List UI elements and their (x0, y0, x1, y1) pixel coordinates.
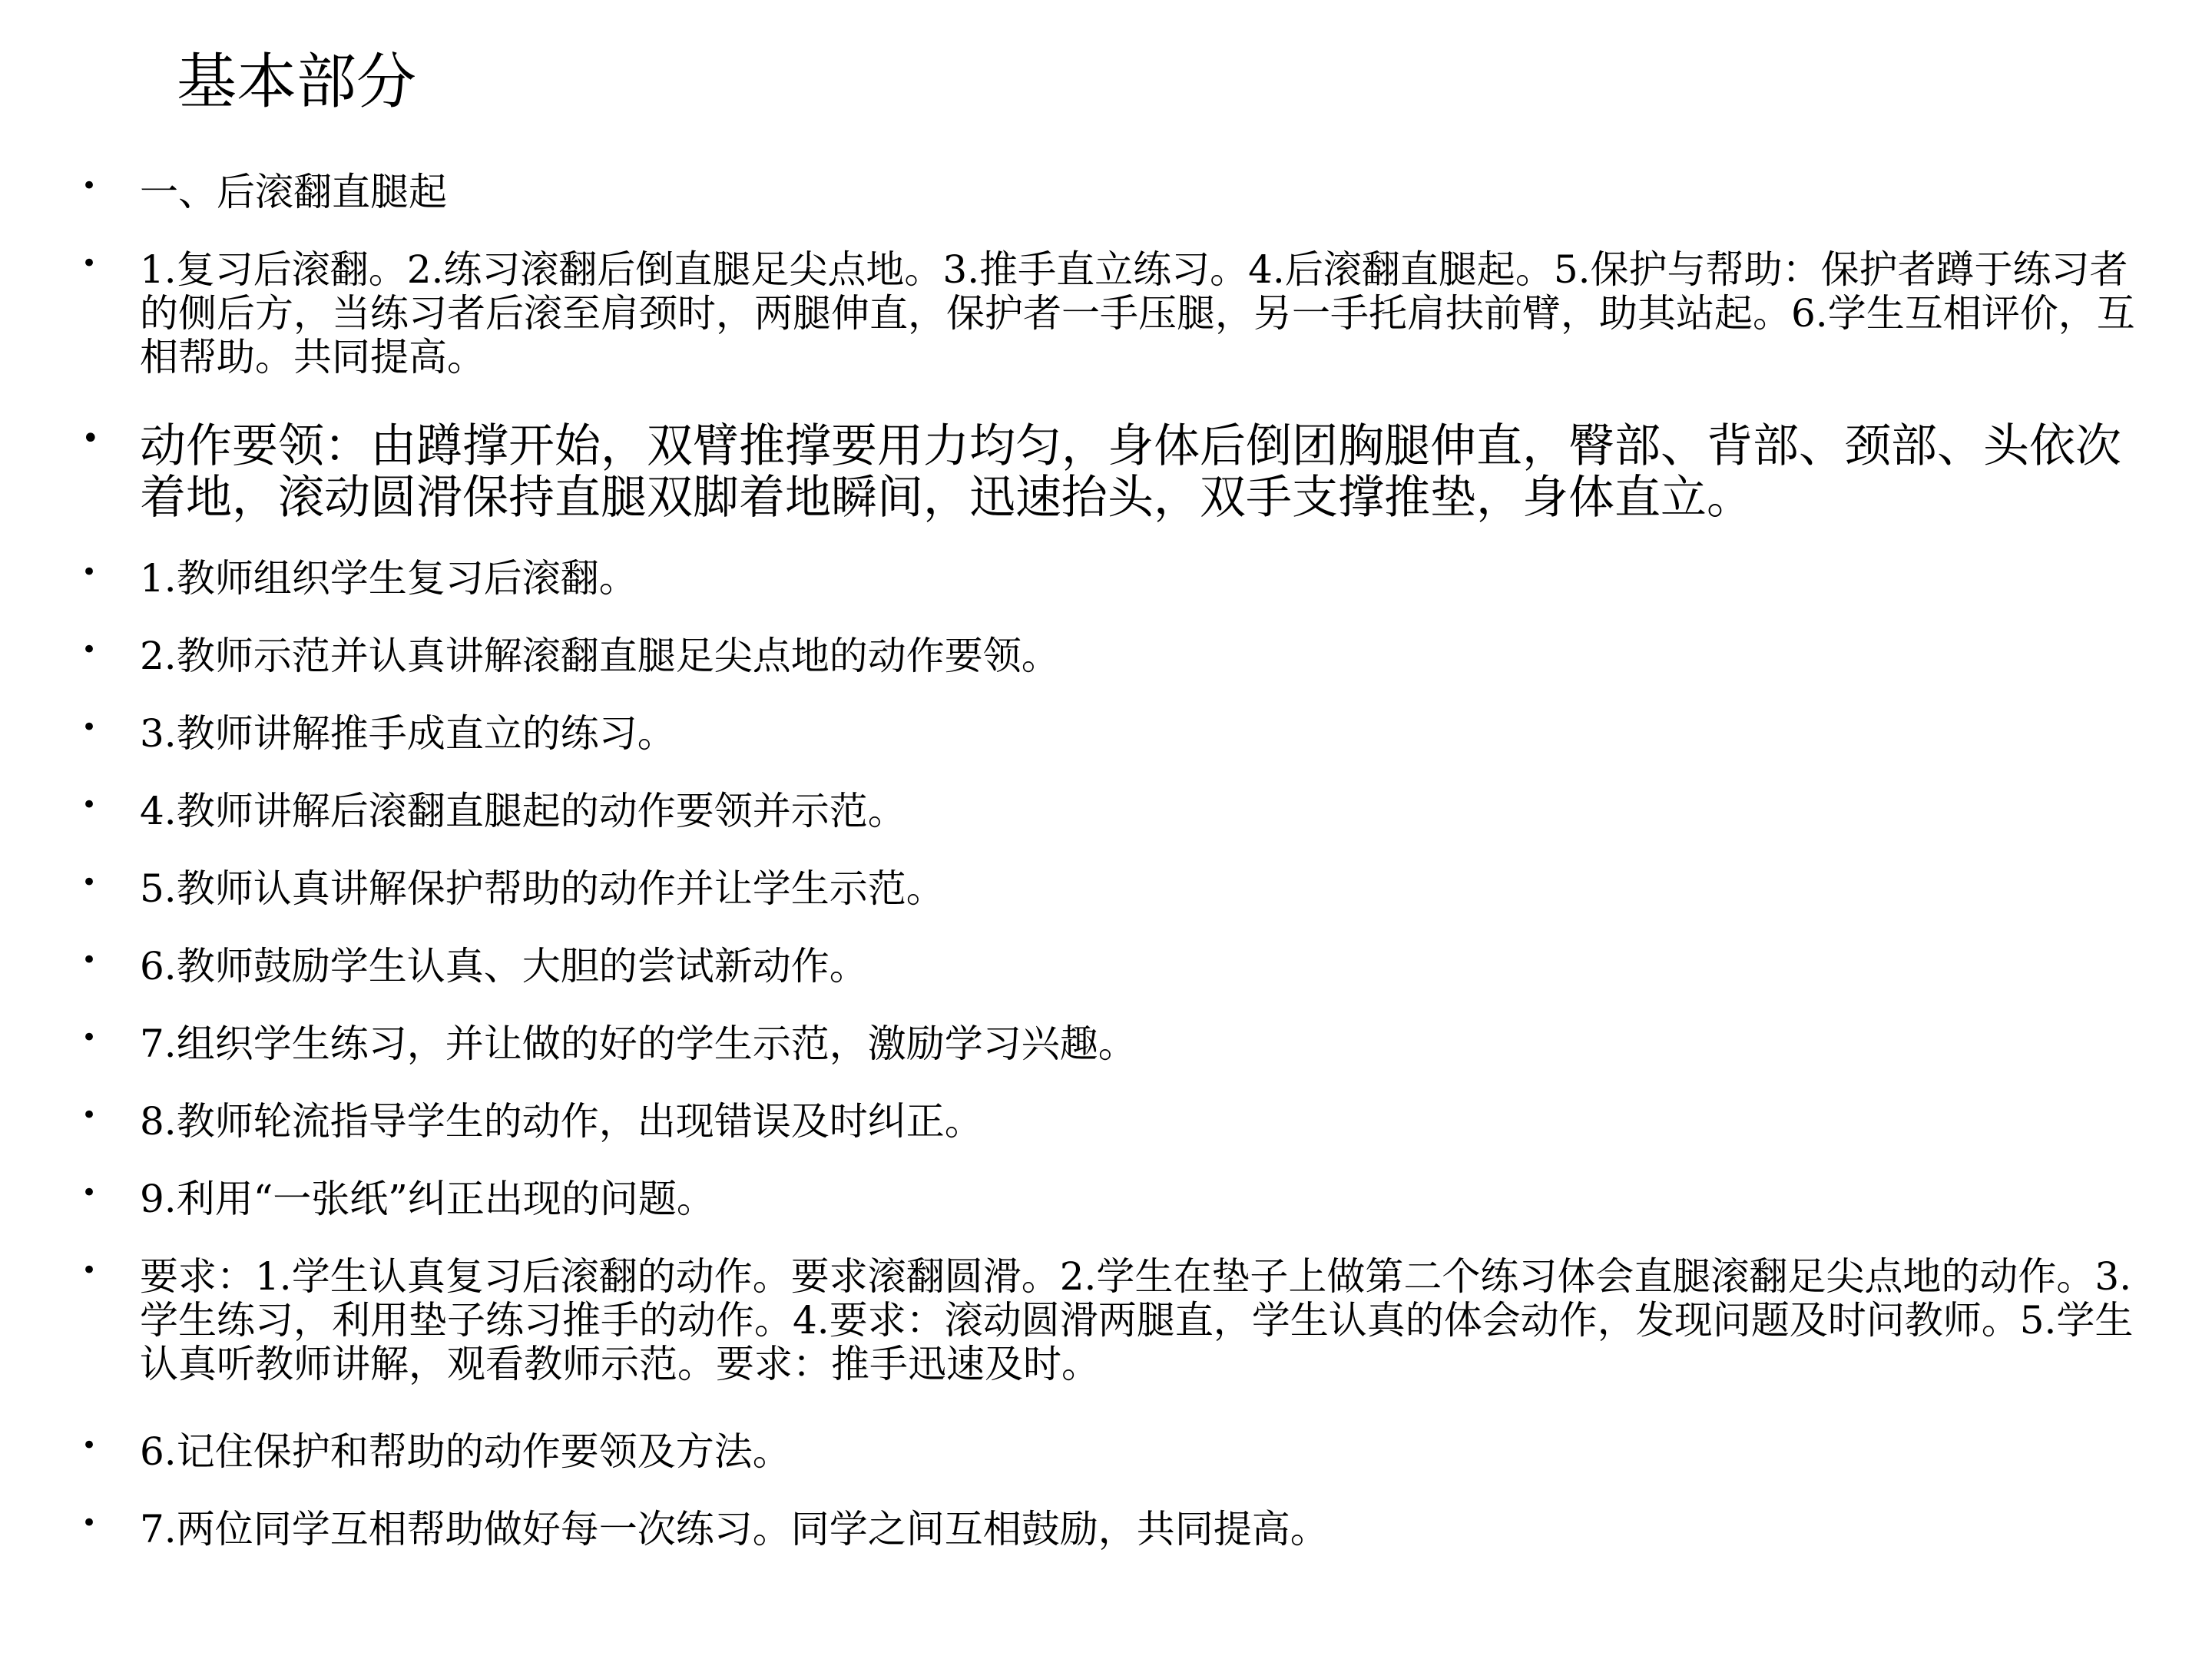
list-item (81, 1430, 2140, 1474)
bullet-icon: • (81, 1508, 98, 1538)
list-item-text: 8.教师轮流指导学生的动作，出现错误及时纠正。 (140, 1099, 983, 1144)
bullet-icon: • (81, 1430, 98, 1461)
list-item-text: 1.复习后滚翻。2.练习滚翻后倒直腿足尖点地。3.推手直立练习。4.后滚翻直腿起。5.保护与帮助：保护者蹲于练习者的侧后方，当练习者后滚至肩颈时，两腿伸直，保护者一手压腿，另一手托肩扶前臂，助其站起。6.学生互相评价，互相帮助。共同提高。 (140, 247, 2135, 379)
list-item (81, 1177, 2140, 1221)
bullet-icon: • (81, 634, 98, 665)
list-item (81, 867, 2140, 911)
slide-title: 基本部分 (177, 48, 417, 117)
list-item (81, 1508, 2140, 1551)
list-item (81, 557, 2140, 601)
list-item (81, 421, 2140, 524)
list-item-text: 3.教师讲解推手成直立的练习。 (140, 711, 676, 756)
list-item-text: 5.教师认真讲解保护帮助的动作并让学生示范。 (140, 866, 945, 911)
list-item-text: 6.教师鼓励学生认真、大胆的尝试新动作。 (140, 944, 868, 988)
list-item (81, 1100, 2140, 1144)
list-item-text: 1.教师组织学生复习后滚翻。 (140, 556, 637, 601)
list-item (81, 1022, 2140, 1066)
list-item (81, 248, 2140, 379)
list-item (81, 790, 2140, 833)
bullet-icon: • (81, 1177, 98, 1208)
list-item (81, 1255, 2140, 1386)
bullet-icon: • (81, 867, 98, 898)
list-item (81, 634, 2140, 678)
list-item-text: 一、后滚翻直腿起 (140, 170, 447, 214)
bullet-icon: • (81, 945, 98, 975)
list-item-text: 动作要领：由蹲撑开始，双臂推撑要用力均匀，身体后倒团胸腿伸直，臀部、背部、颈部、头依次着地，滚动圆滑保持直腿双脚着地瞬间，迅速抬头，双手支撑推垫，身体直立。 (140, 419, 2121, 525)
list-item-text: 6.记住保护和帮助的动作要领及方法。 (140, 1429, 791, 1474)
list-item (81, 712, 2140, 756)
list-item (81, 171, 2140, 214)
bullet-icon: • (81, 557, 98, 588)
bullet-icon: • (81, 421, 100, 456)
bullet-icon: • (81, 1255, 98, 1286)
list-item-text: 要求：1.学生认真复习后滚翻的动作。要求滚翻圆滑。2.学生在垫子上做第二个练习体会直腿滚翻足尖点地的动作。3.学生练习，利用垫子练习推手的动作。4.要求：滚动圆滑两腿直，学生认真的体会动作，发现问题及时问教师。5.学生认真听教师讲解，观看教师示范。要求：推手迅速及时。 (140, 1254, 2134, 1386)
bullet-icon: • (81, 712, 98, 743)
list-item-text: 9.利用“一张纸”纠正出现的问题。 (140, 1177, 715, 1221)
list-item-text: 4.教师讲解后滚翻直腿起的动作要领并示范。 (140, 789, 906, 833)
bullet-icon: • (81, 790, 98, 820)
list-item-text: 7.两位同学互相帮助做好每一次练习。同学之间互相鼓励，共同提高。 (140, 1507, 1329, 1551)
list-item-text: 7.组织学生练习，并让做的好的学生示范，激励学习兴趣。 (140, 1022, 1137, 1066)
list-item (81, 945, 2140, 988)
list-item-text: 2.教师示范并认真讲解滚翻直腿足尖点地的动作要领。 (140, 634, 1060, 678)
bullet-icon: • (81, 1100, 98, 1131)
bullet-icon: • (81, 1022, 98, 1053)
bullet-icon: • (81, 248, 98, 279)
bullet-icon: • (81, 171, 98, 201)
